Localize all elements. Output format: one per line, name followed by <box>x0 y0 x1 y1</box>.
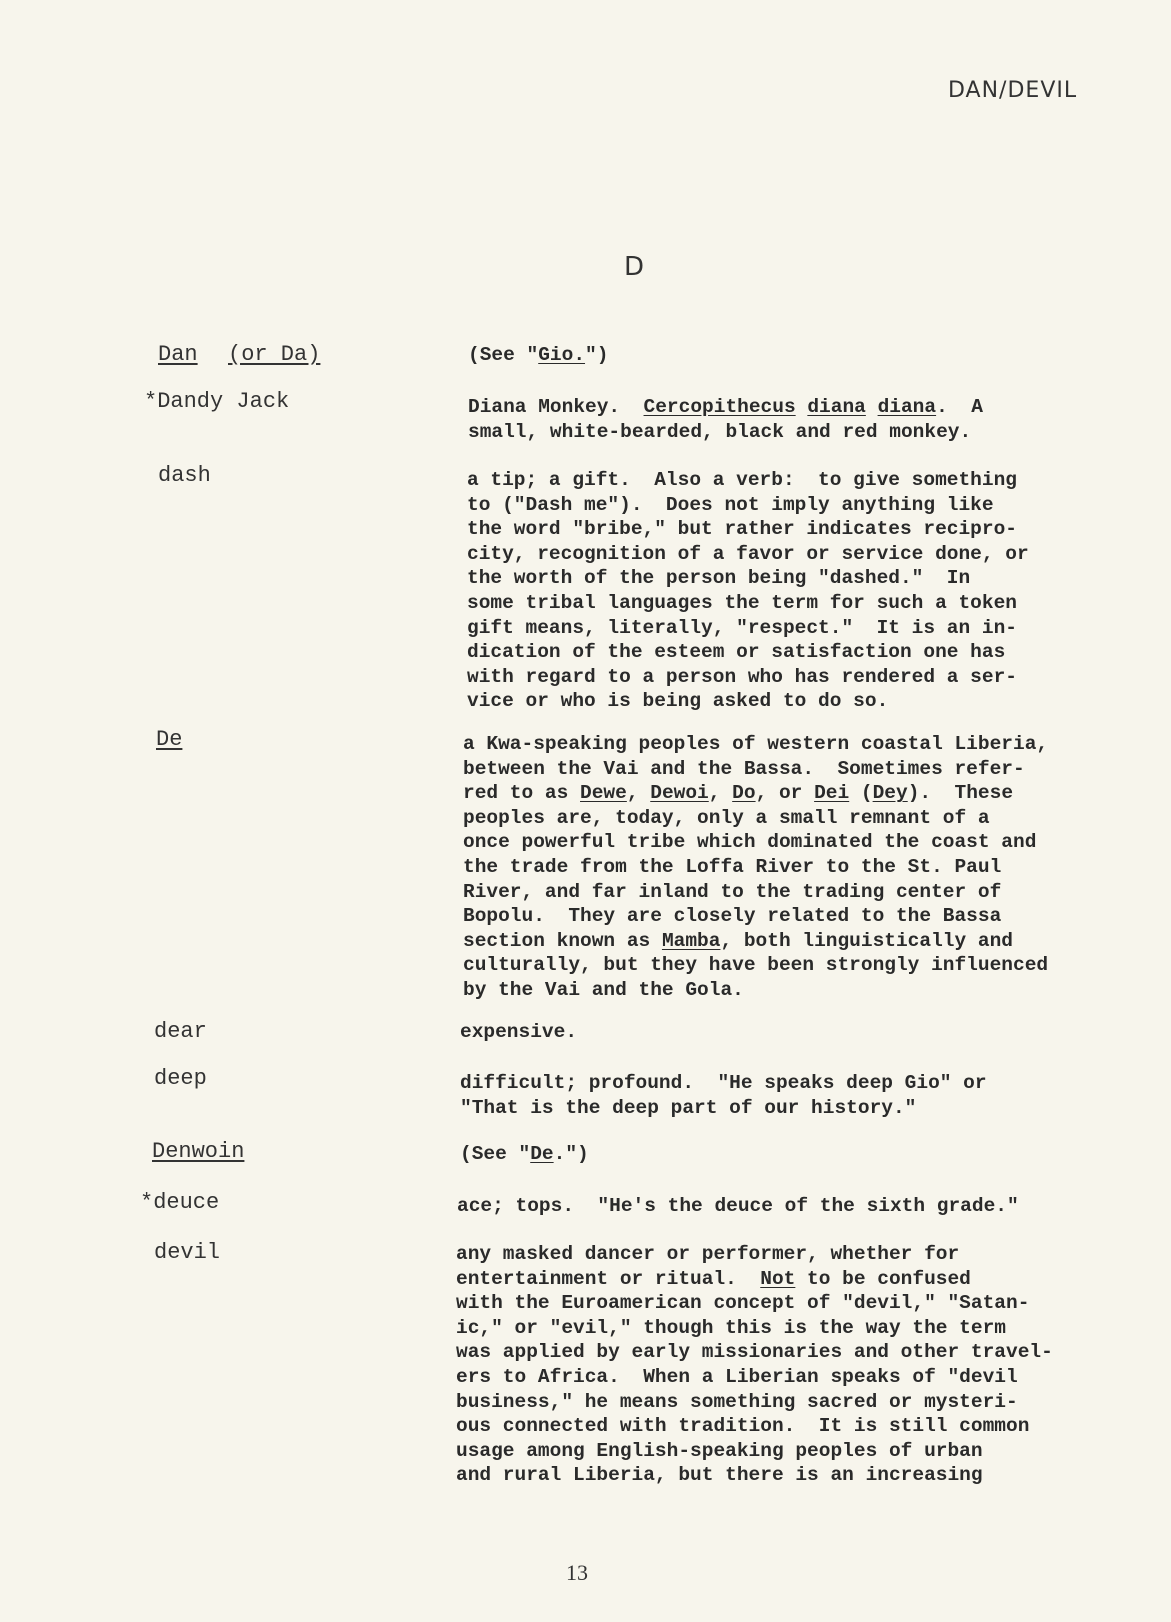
definition: difficult; profound. "He speaks deep Gio" or "That is the deep part of our history." <box>460 1072 987 1119</box>
definition: Diana Monkey. Cercopithecus diana diana. A small, white-bearded, black and red monkey. <box>468 396 983 443</box>
definition: expensive. <box>460 1021 578 1043</box>
definition: (See "Gio.") <box>468 344 609 366</box>
definition: ace; tops. "He's the deuce of the sixth grade." <box>457 1195 1019 1217</box>
term: Dan <box>158 342 198 367</box>
term-extra: (or Da) <box>228 342 321 367</box>
term: deep <box>154 1066 207 1091</box>
running-header: DAN/DEVIL <box>948 78 1078 103</box>
definition: a tip; a gift. Also a verb: to give something to ("Dash me"). Does not imply anything like the word "bribe," but rather indicates recipro- city, recognition of a favor or service done, or the worth of the person being "dashed." In some tribal languages the term for such a token gift means, literally, "respect." It is an in- dication of the esteem or satisfaction one has with regard to a person who has rendered a ser- vice or who is being asked to do so. <box>467 469 1029 713</box>
term: dash <box>158 463 211 488</box>
term: devil <box>154 1240 221 1265</box>
term: *deuce <box>140 1190 220 1215</box>
term: Denwoin <box>152 1139 245 1164</box>
page-number: 13 <box>566 1560 588 1585</box>
term: De <box>156 727 183 752</box>
term: *Dandy Jack <box>144 389 290 414</box>
term: dear <box>154 1019 207 1044</box>
section-letter: D <box>624 252 645 282</box>
definition: (See "De.") <box>460 1143 589 1165</box>
definition: a Kwa-speaking peoples of western coastal Liberia, between the Vai and the Bassa. Sometimes refer- red to as Dewe, Dewoi, Do, or Dei (Dey). These peoples are, today, only a small remnant of a once powerful tribe which dominated the coast and the trade from the Loffa River to the St. Paul River, and far inland to the trading center of Bopolu. They are closely related to the Bassa section known as Mamba, both linguistically and culturally, but they have been strongly influenced by the Vai and the Gola. <box>463 733 1049 1001</box>
definition: any masked dancer or performer, whether for entertainment or ritual. Not to be confused with the Euroamerican concept of "devil," "Satan- ic," or "evil," though this is the way the term was applied by early missionaries and other travel- ers to Africa. When a Liberian speaks of "devil business," he means something sacred or mysteri- ous connected with tradition. It is still common usage among English-speaking peoples of urban and rural Liberia, but there is an increasing <box>456 1243 1053 1487</box>
